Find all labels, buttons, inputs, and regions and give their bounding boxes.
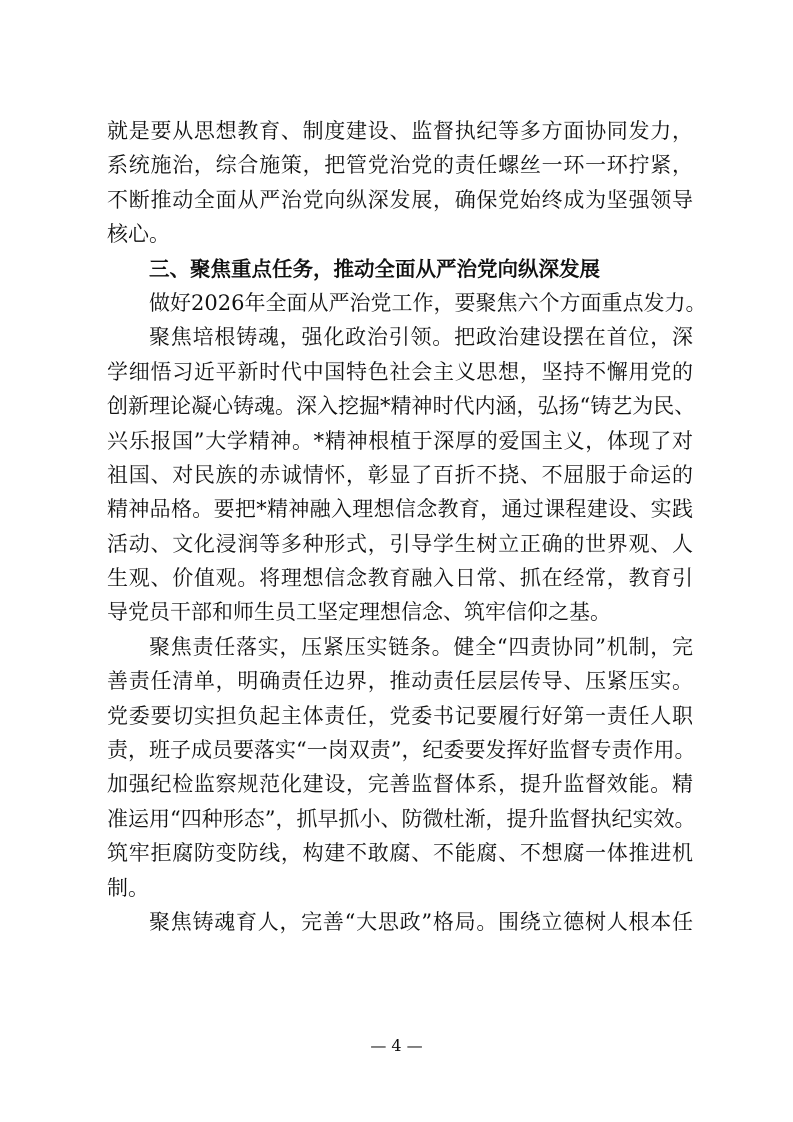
text-line: 善责任清单，明确责任边界，推动责任层层传导、压紧压实。 [107,669,693,694]
text-line: 准运用“四种形态”，抓早抓小、防微杜渐，提升监督执纪实效。 [107,806,696,831]
page-number: — 4 — [370,1036,423,1055]
paragraph-first-line: 做好2026年全面从严治党工作，要聚焦六个方面重点发力。 [149,290,707,315]
text-line: 就是要从思想教育、制度建设、监督执纪等多方面协同发力， [107,119,693,143]
text-line: 活动、文化浸润等多种形式，引导学生树立正确的世界观、人 [107,531,693,556]
text-line: 创新理论凝心铸魂。深入挖掘*精神时代内涵，弘扬“铸艺为民、 [107,394,696,419]
text-line: 祖国、对民族的赤诚情怀，彰显了百折不挠、不屈服于命运的 [107,462,693,487]
paragraph-first-line: 聚焦责任落实，压紧压实链条。健全“四责协同”机制，完 [149,634,693,659]
text-line: 筑牢拒腐防变防线，构建不敢腐、不能腐、不想腐一体推进机 [107,841,693,866]
text-line: 不断推动全面从严治党向纵深发展，确保党始终成为坚强领导 [107,187,693,212]
text-line: 制。 [107,875,149,900]
text-line: 系统施治，综合施策，把管党治党的责任螺丝一环一环拧紧， [107,153,693,178]
section-heading: 三、聚焦重点任务，推动全面从严治党向纵深发展 [149,256,600,281]
paragraph-first-line: 聚焦培根铸魂，强化政治引领。把政治建设摆在首位，深 [149,325,693,350]
text-line: 学细悟习近平新时代中国特色社会主义思想，坚持不懈用党的 [107,359,693,384]
text-line: 核心。 [107,222,170,247]
text-line: 生观、价值观。将理想信念教育融入日常、抓在经常，教育引 [107,566,693,591]
text-line: 加强纪检监察规范化建设，完善监督体系，提升监督效能。精 [107,772,693,797]
document-body [107,114,707,939]
text-line: 导党员干部和师生员工坚定理想信念、筑牢信仰之基。 [107,600,611,625]
text-line: 党委要切实担负起主体责任，党委书记要履行好第一责任人职 [107,703,693,728]
text-line: 精神品格。要把*精神融入理想信念教育，通过课程建设、实践 [107,497,693,522]
paragraph-first-line: 聚焦铸魂育人，完善“大思政”格局。围绕立德树人根本任 [149,909,693,934]
text-line: 责，班子成员要落实“一岗双责”，纪委要发挥好监督专责作用。 [107,738,696,763]
text-line: 兴乐报国”大学精神。*精神根植于深厚的爱国主义，体现了对 [107,428,693,453]
